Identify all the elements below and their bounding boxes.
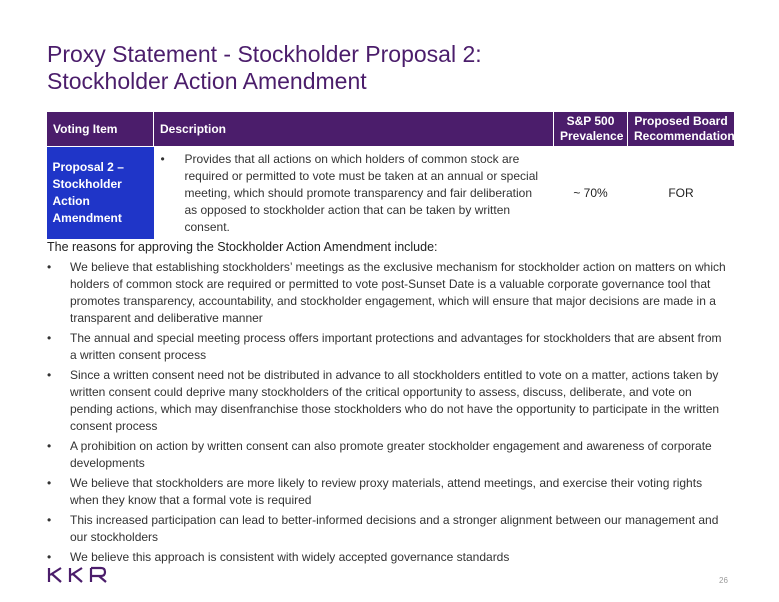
description-cell (154, 147, 554, 240)
voting-table (46, 111, 735, 239)
header-prevalence: S&P 500 Prevalence (554, 112, 628, 147)
list-item: • The annual and special meeting process offers important protections and advantages for stockholders that are absent from a written consent process (47, 330, 727, 364)
table-row (47, 147, 735, 240)
list-item: • We believe that stockholders are more likely to review proxy materials, attend meetings, and exercise their voting rights when they know that a formal vote is required (47, 475, 727, 509)
header-voting-item: Voting Item (47, 112, 154, 147)
page-title-line-2: Stockholder Action Amendment (47, 68, 367, 94)
header-description: Description (154, 112, 554, 147)
reasons-heading: The reasons for approving the Stockholder Action Amendment include: (47, 240, 438, 254)
recommendation-cell: FOR (668, 186, 694, 200)
kkr-logo (47, 566, 111, 584)
page-title (47, 41, 747, 95)
list-item: • This increased participation can lead to better-informed decisions and a stronger alignment between our management and our stockholders (47, 512, 727, 546)
page-number: 26 (719, 576, 728, 585)
header-recommendation: Proposed Board Recommendation (628, 112, 735, 147)
list-item: • We believe that establishing stockholders’ meetings as the exclusive mechanism for stockholder action on matters on which holders of common stock are required or permitted to vote post-Sunset Date is a valuable corporate governance tool that promotes transparency, accountability, and stockholder engagement, which will ensure that major decisions are made in a transparent and deliberative manner (47, 259, 727, 327)
reasons-list (47, 259, 727, 569)
proposal-cell: Proposal 2 – Stockholder Action Amendment (47, 147, 154, 240)
description-bullet: • Provides that all actions on which holders of common stock are required or permitted to vote must be taken at an annual or special meeting, which should promote transparency and fair deliberation as opposed to stockholder action that can be taken by written consent. (158, 151, 548, 236)
list-item: • Since a written consent need not be distributed in advance to all stockholders entitled to vote on a matter, actions taken by written consent could deprive many stockholders of the critical opportunity to assess, discuss, deliberate, and vote on pending actions, which may disenfranchise those stockholders who do not have the opportunity to participate in the written consent process (47, 367, 727, 435)
prevalence-cell: ~ 70% (573, 186, 608, 200)
table-header-row (47, 112, 735, 147)
list-item: • We believe this approach is consistent with widely accepted governance standards (47, 549, 727, 566)
list-item: • A prohibition on action by written consent can also promote greater stockholder engagement and awareness of corporate developments (47, 438, 727, 472)
page-title-line-1: Proxy Statement - Stockholder Proposal 2: (47, 41, 482, 67)
